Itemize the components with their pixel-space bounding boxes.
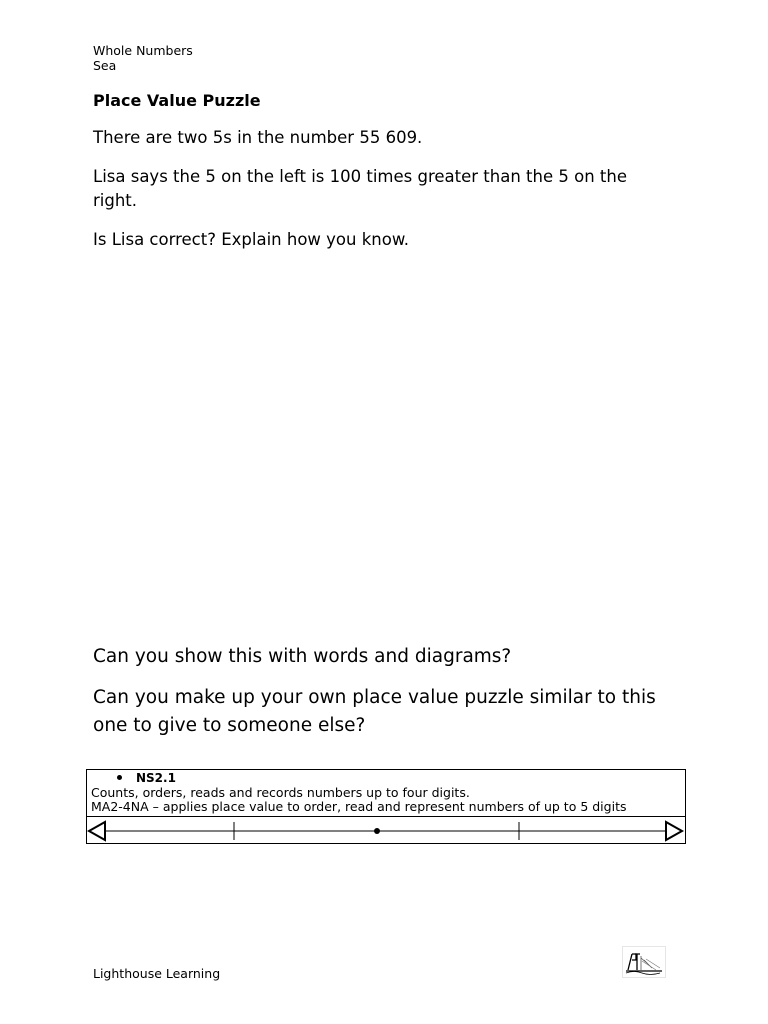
- outcome-line1: Counts, orders, reads and records numbers up to four digits.: [91, 785, 470, 800]
- prompt-make-puzzle-line2: one to give to someone else?: [93, 715, 366, 736]
- number-line-icon: [87, 817, 685, 843]
- prompt-show: Can you show this with words and diagrams?: [93, 646, 512, 667]
- prompt-make-puzzle-line1: Can you make up your own place value puzzle similar to this: [93, 687, 656, 708]
- lighthouse-logo-icon: [622, 946, 666, 978]
- paragraph-claim-line1: Lisa says the 5 on the left is 100 times greater than the 5 on the: [93, 167, 627, 186]
- header-level: Sea: [93, 58, 117, 73]
- paragraph-intro: There are two 5s in the number 55 609.: [93, 128, 423, 147]
- paragraph-question: Is Lisa correct? Explain how you know.: [93, 230, 410, 249]
- paragraph-claim-line2: right.: [93, 191, 138, 210]
- footer-brand: Lighthouse Learning: [93, 966, 221, 981]
- bullet-icon: [117, 775, 122, 780]
- page-title: Place Value Puzzle: [93, 91, 261, 110]
- outcome-line2: MA2-4NA – applies place value to order, read and represent numbers of up to 5 digits: [91, 799, 627, 814]
- outcomes-box: [86, 769, 686, 844]
- header-subject: Whole Numbers: [93, 43, 193, 58]
- outcome-code-row: [117, 771, 176, 785]
- outcome-code: NS2.1: [136, 771, 176, 785]
